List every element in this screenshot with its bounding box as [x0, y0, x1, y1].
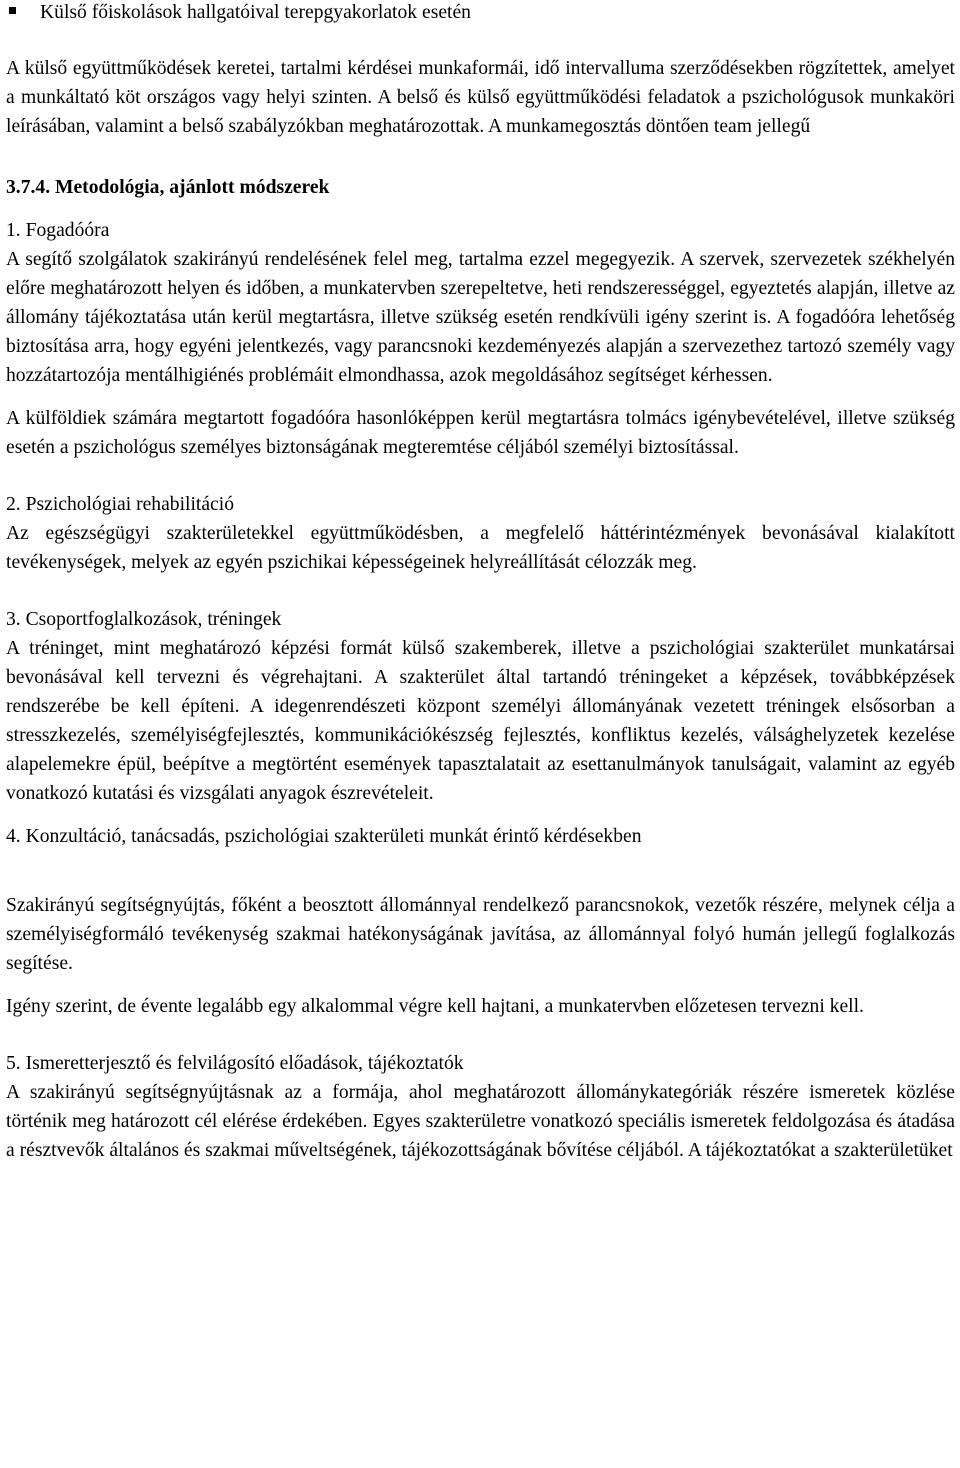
- item-title-treningek: 3. Csoportfoglalkozások, tréningek: [6, 609, 282, 630]
- item-title-rehabilitacio: 2. Pszichológiai rehabilitáció: [6, 494, 234, 515]
- bullet-item-text: Külső főiskolások hallgatóival terepgyakorlatok esetén: [40, 2, 471, 23]
- bullet-list-item: [6, 0, 955, 26]
- item-paragraph: Az egészségügyi szakterületekkel együttműködésben, a megfelelő háttérintézmények bevonásával kialakított tevékenységek, melyek az egyén pszichikai képességeinek helyreállítását célozzák meg.: [6, 523, 955, 573]
- item-title-eloadasok: 5. Ismeretterjesztő és felvilágosító előadások, tájékoztatók: [6, 1053, 464, 1074]
- item-paragraph: A szakirányú segítségnyújtásnak az a formája, ahol meghatározott állománykategóriák részére ismeretek közlése történik meg határozott cél elérése érdekében. Egyes szakterületre vonatkozó speciális ismeretek feldolgozása és átadása a résztvevők általános és szakmai műveltségének, tájékozottságának bővítése céljából. A tájékoztatókat a szakterületüket: [6, 1082, 955, 1161]
- item-paragraph: Szakirányú segítségnyújtás, főként a beosztott állománnyal rendelkező parancsnokok, vezetők részére, melynek célja a személyiségformáló tevékenység szakmai hatékonyságának javítása, az állománnyal folyó humán jellegű foglalkozás segítése.: [6, 895, 955, 974]
- section-heading: 3.7.4. Metodológia, ajánlott módszerek: [6, 177, 330, 198]
- item-paragraph: A külföldiek számára megtartott fogadóóra hasonlóképpen kerül megtartásra tolmács igénybevételével, illetve szükség esetén a pszichológus személyes biztonságának megteremtése céljából személyi biztosítással.: [6, 408, 955, 458]
- intro-paragraph: A külső együttműködések keretei, tartalmi kérdései munkaformái, idő intervalluma szerződésekben rögzítettek, amelyet a munkáltató köt országos vagy helyi szinten. A belső és külső együttműködési feladatok a pszichológusok munkaköri leírásában, valamint a belső szabályzókban meghatározottak. A munkamegosztás döntően team jellegű: [6, 58, 955, 137]
- item-paragraph: Igény szerint, de évente legalább egy alkalommal végre kell hajtani, a munkatervben előzetesen tervezni kell.: [6, 996, 864, 1017]
- item-paragraph: A tréninget, mint meghatározó képzési formát külső szakemberek, illetve a pszichológiai szakterület munkatársai bevonásával kell tervezni és végrehajtani. A szakterület által tartandó tréningeket a képzések, továbbképzések rendszerébe be kell építeni. A idegenrendészeti központ személyi állományának vezetett tréningek elsősorban a stresszkezelés, személyiségfejlesztés, kommunikációkészség fejlesztés, konfliktus kezelés, válsághelyzetek kezelése alapelemekre épül, beépítve a megtörtént események tapasztalatait az esettanulmányok tanulságait, valamint az egyéb vonatkozó kutatási és vizsgálati anyagok észrevételeit.: [6, 638, 955, 804]
- item-title-konzultacio: 4. Konzultáció, tanácsadás, pszichológiai szakterületi munkát érintő kérdésekben: [6, 826, 642, 847]
- item-paragraph: A segítő szolgálatok szakirányú rendelésének felel meg, tartalma ezzel megegyezik. A szervek, szervezetek székhelyén előre meghatározott helyen és időben, a munkatervben szerepeltetve, heti rendszerességgel, egyeztetés alapján, illetve az állomány tájékoztatása után kerül megtartásra, illetve szükség esetén rendkívüli igény szerint is. A fogadóóra lehetőség biztosítása arra, hogy egyéni jelentkezés, vagy parancsnoki kezdeményezés alapján a szervezethez tartozó személy vagy hozzátartozója mentálhigiénés problémáit elmondhassa, azok megoldásához segítséget kérhessen.: [6, 249, 955, 386]
- item-title-fogadoora: 1. Fogadóóra: [6, 220, 110, 241]
- document-page: [6, 0, 955, 1165]
- square-bullet-icon: [9, 7, 16, 14]
